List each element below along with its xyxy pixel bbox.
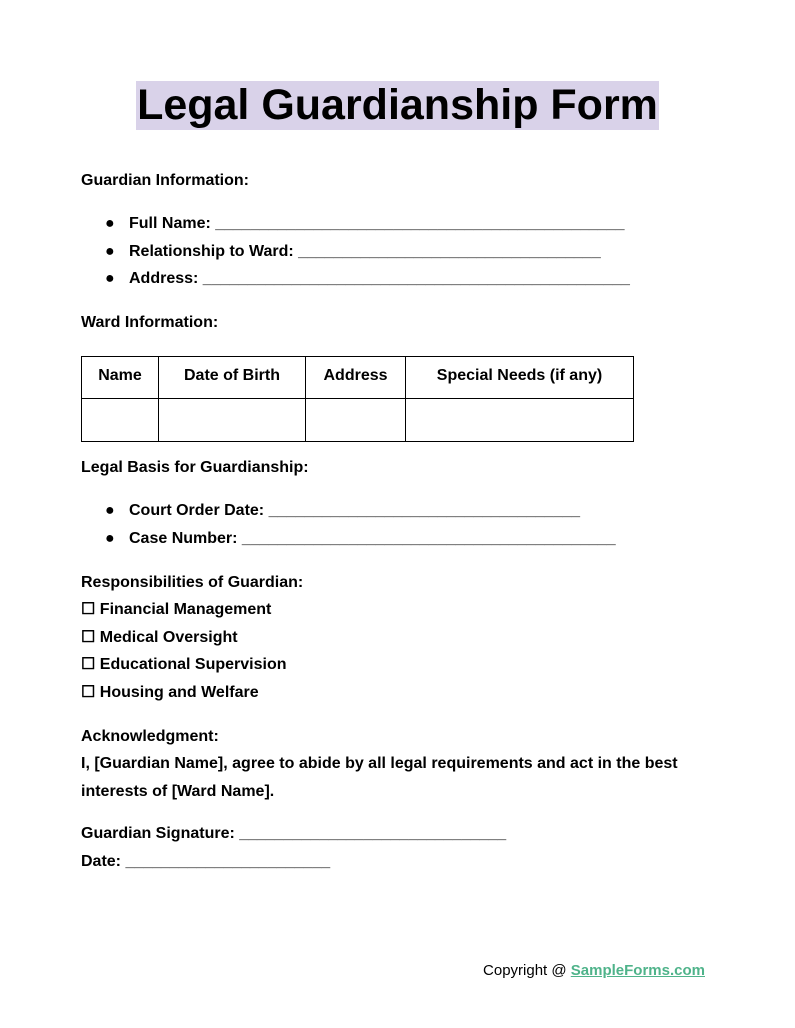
brand-link[interactable]: SampleForms.com bbox=[570, 962, 705, 979]
table-row bbox=[82, 399, 634, 442]
checkbox-housing[interactable]: ☐ Housing and Welfare bbox=[81, 684, 259, 701]
cell-special-needs[interactable] bbox=[406, 399, 634, 442]
full-name-label: Full Name: ______________________________________________ bbox=[129, 215, 625, 232]
address-field[interactable] bbox=[105, 269, 630, 289]
responsibilities-heading: Responsibilities of Guardian: bbox=[81, 574, 304, 591]
copyright-text: Copyright @ bbox=[483, 962, 571, 979]
bullet-icon: ● bbox=[105, 215, 115, 232]
relationship-field[interactable] bbox=[105, 242, 601, 262]
col-address: Address bbox=[306, 357, 406, 399]
address-label: Address: ________________________________________________ bbox=[129, 270, 630, 287]
page-title: Legal Guardianship Form bbox=[137, 81, 658, 129]
checkbox-educational[interactable]: ☐ Educational Supervision bbox=[81, 656, 287, 673]
col-name: Name bbox=[82, 357, 159, 399]
relationship-label: Relationship to Ward: __________________________________ bbox=[129, 243, 601, 260]
ward-table-header bbox=[82, 357, 634, 399]
bullet-icon: ● bbox=[105, 502, 115, 519]
case-number-label: Case Number: __________________________________________ bbox=[129, 530, 616, 547]
bullet-icon: ● bbox=[105, 243, 115, 260]
bullet-icon: ● bbox=[105, 530, 115, 547]
col-special-needs: Special Needs (if any) bbox=[406, 357, 634, 399]
guardian-heading: Guardian Information: bbox=[81, 172, 249, 189]
case-number-field[interactable] bbox=[105, 529, 616, 549]
acknowledgment-text: I, [Guardian Name], agree to abide by all legal requirements and act in the best interests of [Ward Name]. bbox=[81, 755, 678, 800]
court-order-date-label: Court Order Date: ___________________________________ bbox=[129, 502, 581, 519]
legal-heading: Legal Basis for Guardianship: bbox=[81, 459, 309, 476]
full-name-field[interactable] bbox=[105, 214, 625, 234]
checkbox-financial[interactable]: ☐ Financial Management bbox=[81, 601, 272, 618]
copyright-footer bbox=[483, 962, 705, 979]
ward-heading: Ward Information: bbox=[81, 314, 219, 331]
cell-dob[interactable] bbox=[159, 399, 306, 442]
cell-address[interactable] bbox=[306, 399, 406, 442]
col-dob: Date of Birth bbox=[159, 357, 306, 399]
title-wrap bbox=[0, 81, 795, 130]
checkbox-medical[interactable]: ☐ Medical Oversight bbox=[81, 629, 238, 646]
court-order-date-field[interactable] bbox=[105, 501, 580, 521]
ward-table bbox=[81, 356, 634, 442]
cell-name[interactable] bbox=[82, 399, 159, 442]
acknowledgment-heading: Acknowledgment: bbox=[81, 728, 219, 745]
date-field[interactable]: Date: _______________________ bbox=[81, 853, 331, 870]
signature-field[interactable]: Guardian Signature: ______________________________ bbox=[81, 825, 507, 842]
bullet-icon: ● bbox=[105, 270, 115, 287]
